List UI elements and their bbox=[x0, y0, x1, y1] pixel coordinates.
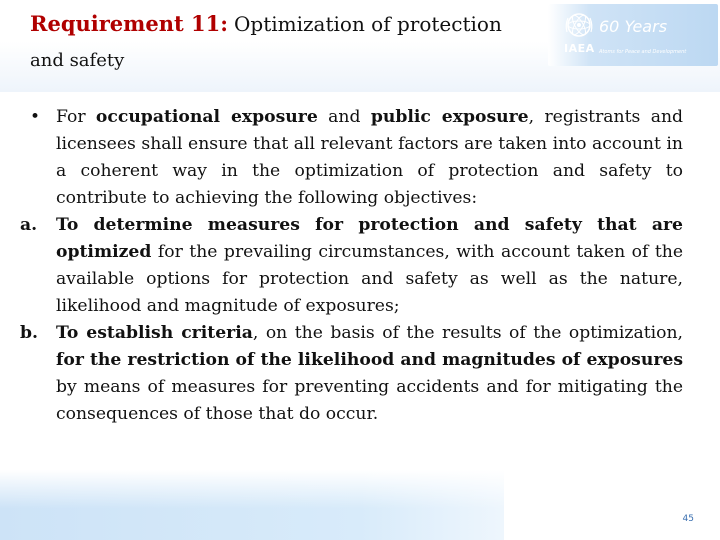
bullet-marker: • bbox=[30, 107, 41, 127]
footer-fade bbox=[0, 470, 505, 540]
sub-item-b-text1: , on the basis of the results of the optimization, bbox=[252, 323, 683, 343]
slide-title bbox=[30, 6, 550, 42]
un-emblem-icon bbox=[564, 10, 594, 40]
sub-item-b-marker: b. bbox=[20, 323, 39, 343]
logo-org: IAEA bbox=[564, 42, 595, 55]
iaea-logo bbox=[548, 4, 718, 66]
slide-content bbox=[20, 104, 684, 428]
sub-item-a-bold: To determine measures for protection and safety that are optimized bbox=[56, 215, 683, 262]
bullet-lead: For bbox=[56, 107, 96, 127]
bullet-paragraph bbox=[56, 104, 683, 212]
title-text: Optimization of protection bbox=[234, 12, 502, 36]
sub-item-b bbox=[20, 320, 683, 428]
logo-years: 60 Years bbox=[599, 17, 668, 36]
bullet-term-occupational: occupational exposure bbox=[95, 107, 318, 127]
sub-item-a-text: for the prevailing circumstances, with account taken of the available options for protection and safety as well as the nature, likelihood and magnitude of exposures; bbox=[56, 242, 683, 316]
title-requirement: Requirement 11: bbox=[30, 11, 229, 36]
sub-item-b-bold1: To establish criteria bbox=[56, 323, 253, 343]
bullet-rest: , registrants and licensees shall ensure that all relevant factors are taken into account in a coherent way in the optimization of protection and safety to contribute to achieving the following objectives: bbox=[56, 107, 684, 208]
sub-item-a-marker: a. bbox=[20, 215, 38, 235]
sub-item-a bbox=[20, 212, 683, 320]
bullet-term-public: public exposure bbox=[370, 107, 529, 127]
page-number: 45 bbox=[682, 514, 694, 524]
bullet-and: and bbox=[317, 107, 371, 127]
logo-tagline: Atoms for Peace and Development bbox=[599, 49, 687, 55]
sub-item-b-bold2: for the restriction of the likelihood and magnitudes of exposures bbox=[56, 350, 683, 370]
sub-item-b-text2: by means of measures for preventing accidents and for mitigating the consequences of those that do occur. bbox=[56, 377, 683, 424]
title-line2: and safety bbox=[30, 50, 125, 71]
